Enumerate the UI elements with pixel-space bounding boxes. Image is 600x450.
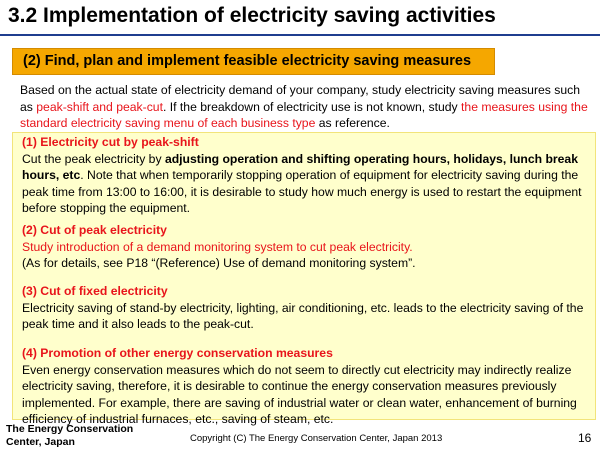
section-heading: (3) Cut of fixed electricity (22, 284, 168, 298)
section-peak-cut (22, 222, 594, 272)
body-text: Cut the peak electricity by (22, 151, 165, 166)
section-red-line: Study introduction of a demand monitoring system to cut peak electricity. (22, 239, 413, 254)
page-number: 16 (578, 431, 592, 445)
intro-text-3: as reference. (315, 116, 390, 130)
footer-organization (6, 423, 133, 449)
section-reference-line: (As for details, see P18 “(Reference) Use of demand monitoring system”. (22, 256, 416, 270)
section-peak-shift (22, 134, 594, 217)
intro-highlight-1: peak-shift and peak-cut (36, 99, 163, 114)
body-text: . Note that when temporarily stopping operation of equipment for electricity saving during the peak time from 13:00 to 16:00, it is desirable to study how much energy is used to restart the equipment before stopping the equipment. (22, 168, 582, 215)
intro-paragraph (20, 82, 590, 132)
footer-copyright: Copyright (C) The Energy Conservation Center, Japan 2013 (190, 433, 443, 444)
section-body (22, 151, 594, 217)
section-heading: (4) Promotion of other energy conservation measures (22, 346, 333, 360)
body-bold-text: adjusting operation and shifting operating hours, holidays, lunch break hours, etc (22, 151, 578, 182)
footer-org-line-2: Center, Japan (6, 436, 75, 448)
section-banner (12, 48, 495, 75)
intro-highlight-2: the measures using the standard electricity saving menu of each business type (20, 99, 588, 130)
section-body: Even energy conservation measures which do not seem to directly cut electricity may indirectly realize electricity saving, therefore, it is desirable to continue the energy conservation measures previously implemented. For example, there are saving of industrial water or clean water, enhancement of burning efficiency of industrial furnaces, etc., saving of steam, etc. (22, 362, 577, 426)
section-heading: (1) Electricity cut by peak-shift (22, 135, 199, 149)
banner-text: (2) Find, plan and implement feasible electricity saving measures (23, 53, 472, 69)
section-body: Electricity saving of stand-by electricity, lighting, air conditioning, etc. leads to the electricity saving of the peak time and it also leads to the peak-cut. (22, 300, 584, 331)
intro-text-2: . If the breakdown of electricity use is not known, study (162, 99, 462, 114)
section-fixed-electricity (22, 283, 594, 333)
section-other-measures (22, 345, 594, 428)
footer-org-line-1: The Energy Conservation (6, 423, 134, 435)
title-divider (0, 34, 600, 36)
section-heading: (2) Cut of peak electricity (22, 223, 167, 237)
slide-title: 3.2 Implementation of electricity saving activities (8, 4, 496, 27)
intro-text-1: Based on the actual state of electricity demand of your company, study electricity saving measures such as (20, 83, 580, 114)
